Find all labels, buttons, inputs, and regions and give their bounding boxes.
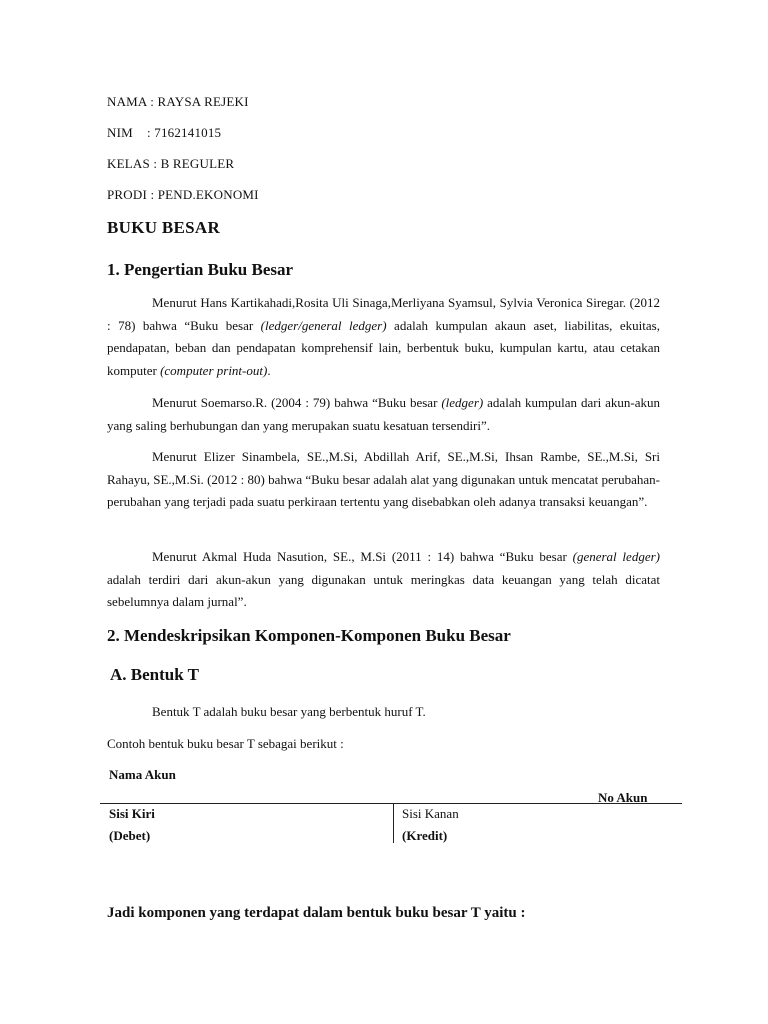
t-account-top-rule [100,803,682,804]
t-left-title: Sisi Kiri [109,806,155,821]
page-title: BUKU BESAR [107,218,221,237]
p1-text-e: . [267,362,271,378]
paragraph-2 [107,392,660,437]
student-class: KELAS : B REGULER [107,156,235,171]
student-name: NAMA : RAYSA REJEKI [107,94,249,109]
t-right-title: Sisi Kanan [402,806,459,821]
p4-text-a: Menurut Akmal Huda Nasution, SE., M.Si (2011 : 14) bahwa “Buku besar [152,549,573,564]
p4-italic-general-ledger: (general ledger) [572,549,660,564]
p1-text-c: adalah kumpulan akaun aset, liabilitas, ekuitas, pendapatan, beban dan pendapatan komprehensif lain, berbentuk buku, kumpulan kartu, atau cetakan komputer [107,317,660,378]
paragraph-1 [107,292,660,382]
student-nim [107,125,221,141]
student-program: PRODI : PEND.EKONOMI [107,187,259,202]
nim-label: NIM [107,125,133,140]
p3-text: Menurut Elizer Sinambela, SE.,M.Si, Abdillah Arif, SE.,M.Si, Ihsan Rambe, SE.,M.Si, Sri Rahayu, SE.,M.Si. (2012 : 80) bahwa “Buku besar adalah alat yang digunakan untuk mencatat perubahan-perubahan yang terjadi pada suatu perkiraan tertentu yang disebabkan oleh adanya transaksi keuangan”. [107,449,660,509]
bentuk-t-definition: Bentuk T adalah buku besar yang berbentuk huruf T. [152,704,426,719]
p4-text-c: adalah terdiri dari akun-akun yang digunakan untuk meringkas data keuangan yang telah dicatat sebelumnya dalam jurnal”. [107,571,660,609]
example-intro: Contoh bentuk buku besar T sebagai berikut : [107,736,344,751]
t-account-center-rule [393,803,394,843]
closing-statement: Jadi komponen yang terdapat dalam bentuk buku besar T yaitu : [107,905,526,921]
p1-italic-printout: (computer print-out) [160,362,268,378]
p2-italic-ledger: (ledger) [441,395,484,410]
p2-text-a: Menurut Soemarso.R. (2004 : 79) bahwa “Buku besar [152,395,442,410]
t-right-subtitle: (Kredit) [402,828,448,843]
p1-italic-ledger: (ledger/general ledger) [260,317,387,333]
paragraph-4 [107,546,660,614]
t-account-number: No Akun [598,790,648,805]
t-left-subtitle: (Debet) [109,828,151,843]
nim-value: : 7162141015 [147,125,222,140]
subsection-a-heading: A. Bentuk T [110,665,199,684]
p1-text-a: Menurut Hans Kartikahadi,Rosita Uli Sinaga,Merliyana Syamsul, Sylvia Veronica Siregar. (2012 : 78) bahwa “Buku besar [107,295,660,333]
p2-text-c: adalah kumpulan dari akun-akun yang saling berhubungan dan yang merupakan suatu kesatuan tersendiri”. [107,395,660,433]
t-account-name: Nama Akun [109,767,176,782]
section-2-heading: 2. Mendeskripsikan Komponen-Komponen Buku Besar [107,626,511,645]
paragraph-3 [107,446,660,514]
section-1-heading: 1. Pengertian Buku Besar [107,260,294,279]
